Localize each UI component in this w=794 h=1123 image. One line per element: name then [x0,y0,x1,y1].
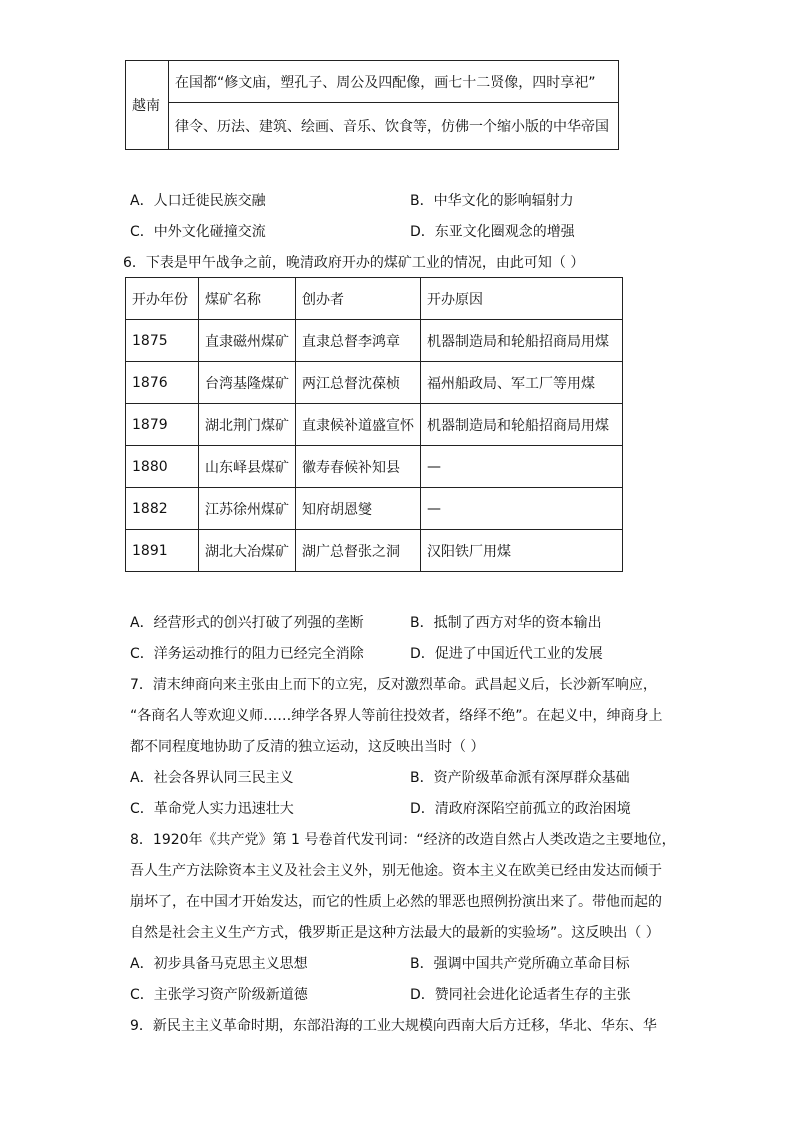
cell-founder: 知府胡恩燮 [296,488,421,530]
q6-option-b[interactable]: B．抵制了西方对华的资本输出 [410,615,602,631]
cell-founder: 两江总督沈葆桢 [296,362,421,404]
cell-year: 1876 [126,362,199,404]
q7-line-1: 7．清末绅商向来主张由上而下的立宪，反对激烈革命。武昌起义后，长沙新军响应， [130,677,657,693]
q6-option-a[interactable]: A．经营形式的创兴打破了列强的垄断 [130,615,364,631]
cell-founder: 湖广总督张之洞 [296,530,421,572]
cell-mine: 湖北荆门煤矿 [199,404,296,446]
q8-line-2: 吾人生产方法除资本主义及社会主义外，别无他途。资本主义在欧美已经由发达而倾于 [130,863,662,879]
cell-founder: 直隶总督李鸿章 [296,320,421,362]
q5-option-d[interactable]: D．东亚文化圈观念的增强 [410,224,575,240]
q5-option-c[interactable]: C．中外文化碰撞交流 [130,224,266,240]
q8-line-3: 崩坏了，在中国才开始发达，而它的性质上必然的罪恶也照例扮演出来了。带他而起的 [130,894,662,910]
cell-founder: 直隶候补道盛宣怀 [296,404,421,446]
cell-reason: 机器制造局和轮船招商局用煤 [421,404,623,446]
cell-year: 1879 [126,404,199,446]
coal-mine-table [125,277,623,572]
cell-reason: 汉阳铁厂用煤 [421,530,623,572]
q7-option-a[interactable]: A．社会各界认同三民主义 [130,770,294,786]
cell-mine: 台湾基隆煤矿 [199,362,296,404]
q7-option-c[interactable]: C．革命党人实力迅速壮大 [130,801,294,817]
q6-stem: 6．下表是甲午战争之前，晚清政府开办的煤矿工业的情况，由此可知（ ） [123,255,585,271]
q8-line-1: 8．1920年《共产党》第 1 号卷首代发刊词：“经济的改造自然占人类改造之主要地位， [130,832,676,848]
header-mine: 煤矿名称 [199,278,296,320]
cell-year: 1891 [126,530,199,572]
header-reason: 开办原因 [421,278,623,320]
country-cell: 越南 [126,61,169,150]
vietnam-row-2: 律令、历法、建筑、绘画、音乐、饮食等，仿佛一个缩小版的中华帝国 [169,103,619,150]
q7-option-b[interactable]: B．资产阶级革命派有深厚群众基础 [410,770,630,786]
table-header-row [126,278,623,320]
cell-mine: 江苏徐州煤矿 [199,488,296,530]
q8-line-4: 自然是社会主义生产方式，俄罗斯正是这种方法最大的最新的实验场”。这反映出（ ） [130,925,660,941]
q8-option-b[interactable]: B．强调中国共产党所确立革命目标 [410,956,630,972]
q5-option-b[interactable]: B．中华文化的影响辐射力 [410,193,574,209]
vietnam-table [125,60,619,150]
cell-founder: 徽寿春候补知县 [296,446,421,488]
cell-mine: 山东峄县煤矿 [199,446,296,488]
cell-reason: 福州船政局、军工厂等用煤 [421,362,623,404]
table-row [126,530,623,572]
cell-reason: — [421,488,623,530]
vietnam-row-1: 在国都“修文庙，塑孔子、周公及四配像，画七十二贤像，四时享祀” [169,61,619,103]
cell-reason: — [421,446,623,488]
q8-option-c[interactable]: C．主张学习资产阶级新道德 [130,987,308,1003]
q7-option-d[interactable]: D．清政府深陷空前孤立的政治困境 [410,801,631,817]
cell-mine: 直隶磁州煤矿 [199,320,296,362]
table-row [126,362,623,404]
q7-line-2: “各商名人等欢迎义师……绅学各界人等前往投效者，络绎不绝”。在起义中，绅商身上 [130,708,663,724]
header-year: 开办年份 [126,278,199,320]
q6-option-c[interactable]: C．洋务运动推行的阻力已经完全消除 [130,646,364,662]
table-row [126,404,623,446]
cell-reason: 机器制造局和轮船招商局用煤 [421,320,623,362]
q7-line-3: 都不同程度地协助了反清的独立运动，这反映出当时（ ） [130,739,485,755]
header-founder: 创办者 [296,278,421,320]
q5-option-a[interactable]: A．人口迁徙民族交融 [130,193,266,209]
q8-option-a[interactable]: A．初步具备马克思主义思想 [130,956,308,972]
table-row [126,446,623,488]
cell-mine: 湖北大冶煤矿 [199,530,296,572]
cell-year: 1882 [126,488,199,530]
cell-year: 1880 [126,446,199,488]
table-row [126,488,623,530]
q8-option-d[interactable]: D．赞同社会进化论适者生存的主张 [410,987,631,1003]
q9-line-1: 9．新民主主义革命时期，东部沿海的工业大规模向西南大后方迁移，华北、华东、华 [130,1018,657,1034]
cell-year: 1875 [126,320,199,362]
table-row [126,320,623,362]
q6-option-d[interactable]: D．促进了中国近代工业的发展 [410,646,603,662]
